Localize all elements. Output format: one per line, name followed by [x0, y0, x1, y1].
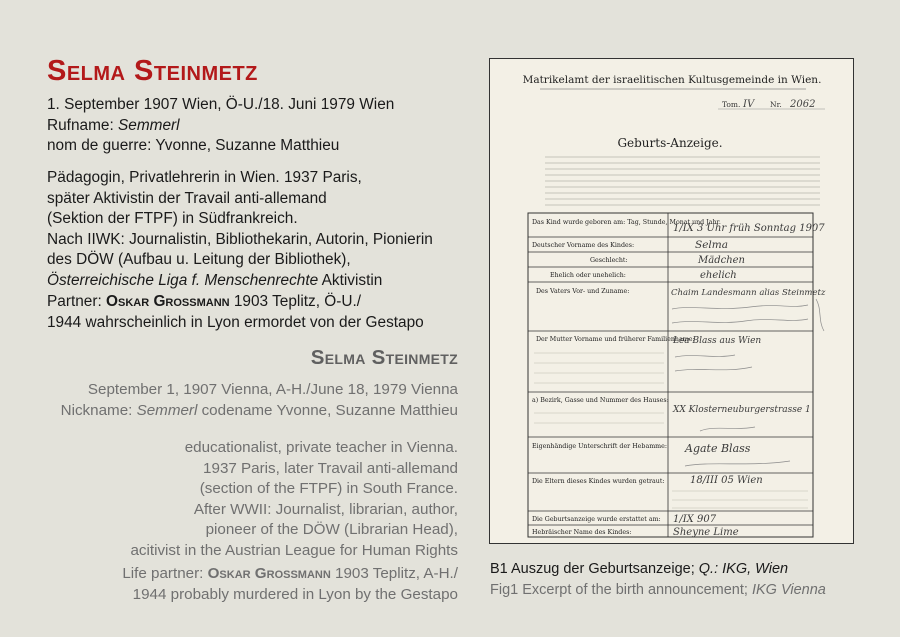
german-life-dates: 1. September 1907 Wien, Ö-U./18. Juni 1979 Wien — [47, 96, 395, 113]
doc-field-value: Lea Blass aus Wien — [673, 336, 762, 346]
doc-tom-value: IV — [743, 99, 755, 110]
doc-nr-value: 2062 — [790, 99, 816, 110]
doc-nr-label: Nr. — [770, 100, 782, 109]
english-bio-line: acitivist in the Austrian League for Human Rights — [130, 541, 458, 559]
doc-field-value: Mädchen — [698, 255, 746, 266]
doc-title: Geburts-Anzeige. — [617, 136, 723, 150]
doc-header: Matrikelamt der israelitischen Kultusgemeinde in Wien. — [522, 74, 822, 86]
german-bio-line: Nach IIWK: Journalistin, Bibliothekarin, Autorin, Pionierin — [47, 230, 433, 248]
german-nom-de-guerre: nom de guerre: Yvonne, Suzanne Matthieu — [47, 137, 340, 154]
doc-field-value: 1/IX 907 — [673, 514, 717, 525]
doc-tom-label: Tom. — [722, 100, 741, 109]
doc-field-value: Chaim Landesmann alias Steinmetz — [671, 288, 826, 298]
english-bio-line: (section of the FTPF) in South France. — [199, 480, 458, 497]
doc-field-value: Selma — [695, 239, 728, 251]
english-partner: Life partner: Oskar Grossmann 1903 Teplitz, A-H./ 1944 probably murdered in Lyon by the Gestapo — [122, 565, 458, 603]
caption-german: B1 Auszug der Geburtsanzeige; Q.: IKG, Wien — [490, 561, 789, 577]
doc-field-label: Die Eltern dieses Kindes wurden getraut: — [532, 478, 665, 485]
doc-field-value: Agate Blass — [685, 442, 751, 455]
doc-field-label: Deutscher Vorname des Kindes: — [532, 242, 635, 249]
german-rufname: Rufname: Semmerl — [47, 116, 180, 134]
german-partner: Partner: Oskar Grossmann 1903 Teplitz, Ö-U./ 1944 wahrscheinlich in Lyon ermordet von der Gestapo — [47, 293, 424, 331]
doc-field-value: 18/III 05 Wien — [690, 475, 763, 486]
english-bio — [130, 438, 458, 561]
doc-field-label: Das Kind wurde geboren am: Tag, Stunde, Monat und Jahr. — [532, 219, 721, 226]
german-bio-line: später Aktivistin der Travail anti-allemand — [47, 189, 327, 207]
doc-field-label: Der Mutter Vorname und früherer Familienname: — [536, 336, 695, 343]
english-bio-line: After WWII: Journalist, librarian, author, — [193, 500, 458, 518]
person-name-title: Selma Steinmetz — [47, 55, 258, 87]
doc-field-value: ehelich — [700, 270, 737, 281]
doc-field-value: Sheyne Lime — [673, 527, 739, 538]
german-bio-header — [47, 95, 394, 157]
doc-field-value: XX Klosterneuburgerstrasse 1 — [673, 405, 811, 415]
doc-field-value: 1/IX 3 Uhr früh Sonntag 1907 — [673, 223, 825, 234]
birth-certificate-image — [489, 58, 854, 544]
english-bio-line: 1937 Paris, later Travail anti-allemand — [203, 459, 458, 477]
english-bio-line: educationalist, private teacher in Vienna. — [184, 439, 458, 456]
partner-name: Oskar Grossmann — [106, 293, 230, 310]
doc-field-label: Geschlecht: — [590, 257, 628, 264]
german-bio — [47, 168, 433, 291]
doc-field-label: a) Bezirk, Gasse und Nummer des Hauses: — [532, 397, 669, 404]
doc-field-label: Die Geburtsanzeige wurde erstattet am: — [532, 516, 661, 523]
german-bio-line: Pädagogin, Privatlehrerin in Wien. 1937 Paris, — [47, 169, 362, 186]
english-bio-header — [61, 380, 458, 421]
german-bio-line: Österreichische Liga f. Menschenrechte Aktivistin — [47, 271, 383, 289]
doc-field-label: Eigenhändige Unterschrift der Hebamme: — [532, 443, 667, 450]
english-bio-line: pioneer of the DÖW (Librarian Head), — [205, 521, 458, 538]
english-life-dates: September 1, 1907 Vienna, A-H./June 18, 1979 Vienna — [87, 381, 458, 398]
english-nickname: Nickname: Semmerl codename Yvonne, Suzanne Matthieu — [60, 401, 458, 419]
doc-field-label: Des Vaters Vor- und Zuname: — [536, 288, 630, 295]
german-bio-line: des DÖW (Aufbau u. Leitung der Bibliothek), — [47, 251, 351, 268]
partner-name: Oskar Grossmann — [207, 565, 331, 582]
doc-field-label: Ehelich oder unehelich: — [550, 272, 626, 279]
german-bio-line: (Sektion der FTPF) in Südfrankreich. — [47, 210, 298, 227]
person-name-subtitle: Selma Steinmetz — [310, 346, 458, 369]
caption-english: Fig1 Excerpt of the birth announcement; IKG Vienna — [490, 582, 826, 598]
doc-field-label: Hebräischer Name des Kindes: — [532, 529, 632, 536]
